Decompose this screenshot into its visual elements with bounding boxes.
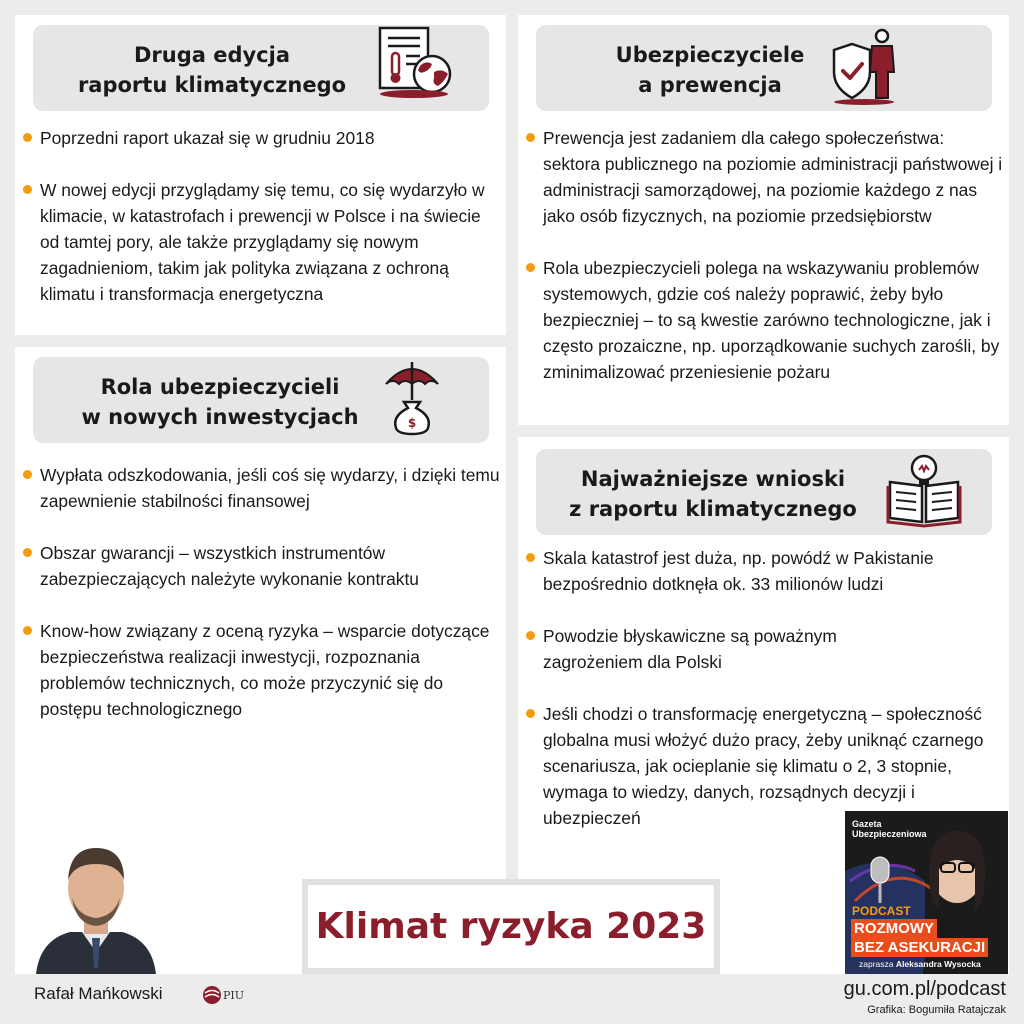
podcast-brand: Gazeta Ubezpieczeniowa (852, 819, 927, 839)
svg-text:PIU: PIU (223, 989, 245, 1002)
shield-person-icon (826, 26, 902, 106)
main-title-box (302, 879, 720, 974)
speaker-portrait (30, 840, 162, 974)
piu-logo (201, 984, 247, 1011)
title-raport: Druga edycja raportu klimatycznego (77, 43, 347, 97)
title-inwestycje: Rola ubezpieczycieli w nowych inwestycjach (81, 375, 359, 429)
list-item: Prewencja jest zadaniem dla całego społeczeństwa: sektora publicznego na poziomie administracji państwowej i administracji samorządowej, na poziomie każdego z nas jako osób fizycznych, na poziomie przedsiębiorstw (523, 125, 1003, 229)
list-item: W nowej edycji przyglądamy się temu, co się wydarzyło w klimacie, w katastrofach i prewencji w Polsce i na świecie od tamtej pory, ale także przyglądamy się nowym zagadnieniom, takim jak polityka związana z ochroną klimatu i transformacja energetyczna (20, 177, 500, 307)
bullets-inwestycje (20, 462, 500, 748)
list-item: Skala katastrof jest duża, np. powódź w Pakistanie bezpośrednio dotknęła ok. 33 milionów ludzi (523, 545, 993, 597)
speaker-name: Rafał Mańkowski (34, 984, 163, 1003)
podcast-card[interactable] (845, 811, 1008, 974)
list-item: Poprzedni raport ukazał się w grudniu 2018 (20, 125, 500, 151)
title-wnioski: Najważniejsze wnioski z raportu klimatycznego (569, 467, 857, 521)
svg-text:$: $ (407, 416, 417, 430)
bullets-prewencja (523, 125, 1003, 411)
title-prewencja: Ubezpieczyciele a prewencja (615, 43, 805, 97)
graphics-credit: Grafika: Bogumiła Ratajczak (867, 1004, 1006, 1016)
list-item: Rola ubezpieczycieli polega na wskazywaniu problemów systemowych, gdzie coś należy poprawić, żeby było bezpieczniej – to są kwestie zarówno technologiczne, jak i często prozaiczne, np. uporządkowanie suchych zarośli, by zminimalizować przeniesienie pożaru (523, 255, 1003, 385)
bullets-raport (20, 125, 500, 333)
podcast-name-line2: BEZ ASEKURACJI (851, 938, 988, 957)
list-item: Jeśli chodzi o transformację energetyczną – społeczność globalna musi włożyć dużo pracy, żeby uniknąć czarnego scenariusza, jak ocieplanie się klimatu o 2, 3 stopnie, wymaga to wiedzy, danych, rozsądnych decyzji i ubezpieczeń (523, 701, 993, 831)
umbrella-moneybag-icon (382, 356, 442, 436)
podcast-label: PODCAST (852, 904, 911, 918)
podcast-name-line1: ROZMOWY (851, 919, 937, 938)
list-item: Powodzie błyskawiczne są poważnym zagrożeniem dla Polski (523, 623, 993, 675)
list-item: Wypłata odszkodowania, jeśli coś się wydarzy, i dzięki temu zapewnienie stabilności finansowej (20, 462, 500, 514)
list-item: Know-how związany z oceną ryzyka – wsparcie dotyczące bezpieczeństwa realizacji inwestycji, rozpoznania problemów technicznych, co może przyczynić się do postępu technologicznego (20, 618, 500, 722)
book-lightbulb-icon (884, 452, 964, 528)
main-title: Klimat ryzyka 2023 (315, 906, 707, 947)
report-globe-icon (372, 24, 456, 104)
list-item: Obszar gwarancji – wszystkich instrumentów zabezpieczających należyte wykonanie kontraktu (20, 540, 500, 592)
podcast-invite: zaprasza Aleksandra Wysocka (859, 959, 981, 969)
podcast-url[interactable]: gu.com.pl/podcast (843, 978, 1006, 1000)
